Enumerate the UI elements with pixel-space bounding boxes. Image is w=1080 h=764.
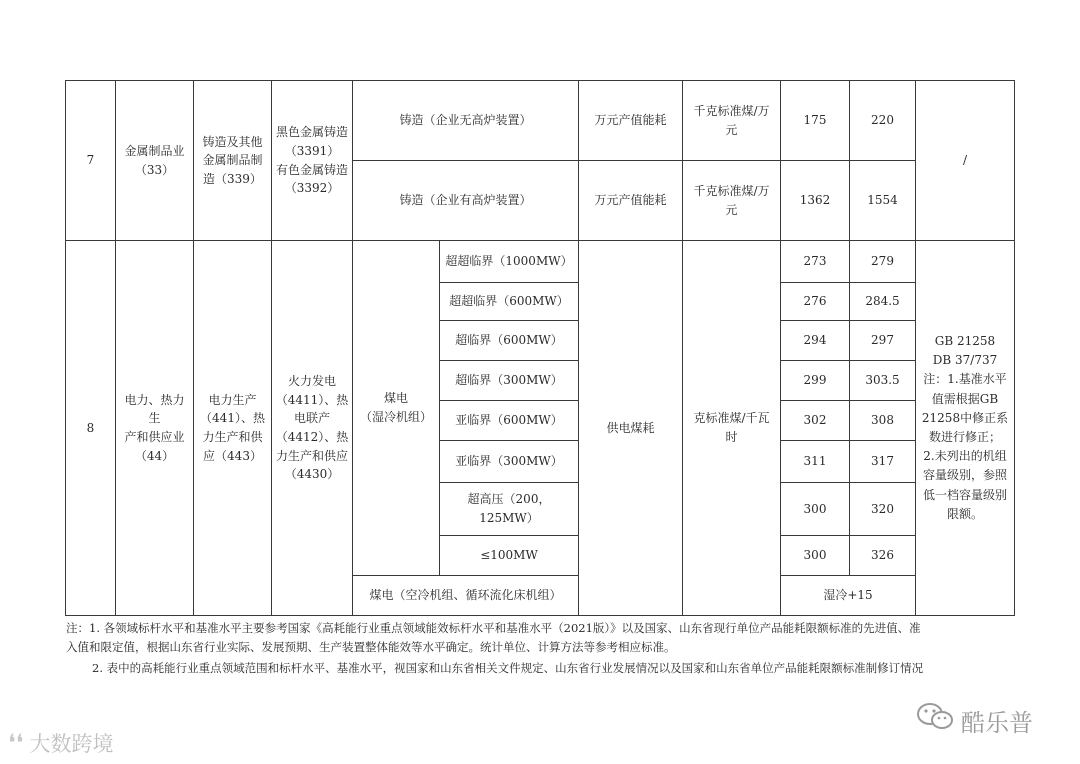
note-line-1: 注：1. 各领域标杆水平和基准水平主要参考国家《高耗能行业重点领域能效标杆水平和基准水平（2021版）》以及国家、山东省现行单位产品能耗限额标准的先进值、准 [66,621,921,635]
note-line-2: 入值和限定值，根据山东省行业实际、发展预期、生产装置整体能效等水平确定。统计单位、计算方法等参考相应标准。 [66,640,676,654]
row7-unit-2: 千克标准煤/万 元 [693,183,770,217]
watermark-right-text: 酷乐普 [961,708,1033,737]
row8-product-2: 超超临界（600MW） [449,294,569,309]
row8-baseline-3: 297 [871,333,894,348]
row7-number: 7 [86,153,95,168]
row8-benchmark-8: 300 [803,548,827,563]
row8-benchmark-3: 294 [803,333,827,348]
row7-sub-industry: 铸造及其他 金属制品制 造（339） [202,134,263,186]
row8-class: 火力发电 （4411）、热 电联产 （4412）、热 力生产和供应 （4430） [275,374,349,482]
row8-benchmark-6: 311 [803,454,827,469]
row7-baseline-2: 1554 [867,193,898,208]
row8-benchmark-5: 302 [803,413,827,428]
row8-benchmark-2: 276 [803,294,827,309]
row8-product-7: 超高压（200，125MW） [467,492,551,525]
row7-benchmark-1: 175 [803,113,827,128]
row8-benchmark-1: 273 [803,254,827,269]
row8-air-cooled-value: 湿冷+15 [823,588,873,603]
row8-benchmark-4: 299 [803,373,827,388]
row8-remark: GB 21258 DB 37/737 注：1.基准水平 值需根据GB 21258中修正系 数进行修正； 2.未列出的机组 容量级别，参照 低一档容量级别 限额。 [921,334,1009,521]
row7-indicator-2: 万元产值能耗 [594,193,667,208]
row8-product-8: ≤100MW [480,548,538,563]
grid-line [1014,80,1015,615]
row8-product-5: 亚临界（600MW） [455,413,563,428]
grid-line [65,615,1015,616]
row8-baseline-7: 320 [871,501,894,516]
row7-benchmark-2: 1362 [799,193,831,208]
row8-unit: 克标准煤/千瓦 时 [693,411,770,444]
row8-baseline-2: 284.5 [865,294,900,309]
row7-unit-1: 千克标准煤/万 元 [693,103,770,137]
row8-baseline-8: 326 [871,548,894,563]
row8-product-3: 超临界（600MW） [455,333,563,348]
row7-product-1: 铸造（企业无高炉装置） [399,113,532,128]
row8-baseline-6: 317 [871,454,894,469]
row8-industry: 电力、热力生 产和供应业 （44） [124,392,185,463]
row7-baseline-1: 220 [871,113,894,128]
watermark-left [8,728,113,758]
row7-industry: 金属制品业 （33） [124,143,185,177]
row8-sub-industry: 电力生产 （441）、热 力生产和供 应（443） [200,392,265,463]
row8-baseline-1: 279 [871,254,894,269]
row8-number: 8 [86,420,95,435]
row7-class: 黑色金属铸造 （3391） 有色金属铸造 （3392） [275,125,348,196]
row8-group-wet-cooled: 煤电 （湿冷机组） [359,391,432,424]
row8-benchmark-7: 300 [803,501,827,516]
row8-product-6: 亚临界（300MW） [455,454,563,469]
row7-indicator-1: 万元产值能耗 [594,113,667,128]
row8-baseline-4: 303.5 [865,373,900,388]
quote-icon: ❛❛ [8,729,24,757]
row7-remark: / [962,153,968,168]
wechat-icon [915,701,955,739]
row8-baseline-5: 308 [871,413,894,428]
row8-air-cooled: 煤电（空冷机组、循环流化床机组） [369,588,562,603]
row8-product-1: 超超临界（1000MW） [445,254,573,269]
watermark-left-text: 大数跨境 [29,732,114,756]
watermark-right [915,701,1033,739]
row7-product-2: 铸造（企业有高炉装置） [399,193,532,208]
row8-product-4: 超临界（300MW） [455,373,563,388]
note-line-3: 2. 表中的高耗能行业重点领域范围和标杆水平、基准水平，视国家和山东省相关文件规定、山东省行业发展情况以及国家和山东省单位产品能耗限额标准制修订情况 [92,661,924,675]
row8-indicator: 供电煤耗 [606,420,655,435]
